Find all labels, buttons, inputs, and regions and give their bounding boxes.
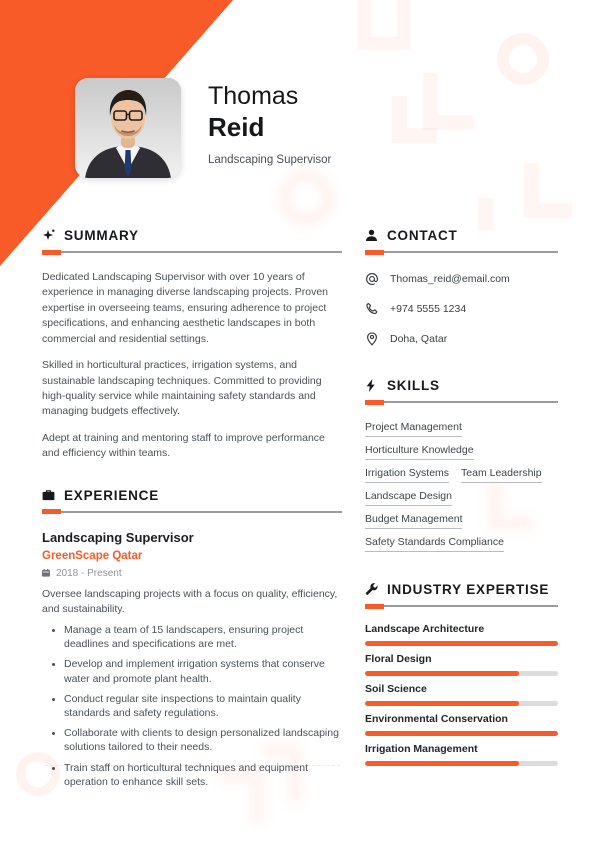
job-company: GreenScape Qatar: [42, 549, 143, 562]
section-divider: [365, 605, 558, 607]
watermark-square-icon: [358, 0, 410, 50]
expertise-bar-track: [365, 731, 558, 736]
expertise-label: Soil Science: [365, 683, 427, 695]
first-name: Thomas: [208, 82, 299, 110]
header-name-block: [208, 83, 331, 166]
skill-item: Budget Management: [365, 513, 462, 529]
job-description: Oversee landscaping projects with a focus on quality, efficiency, and sustainability.: [42, 587, 338, 616]
last-name: Reid: [208, 111, 265, 142]
contact-heading: CONTACT: [387, 228, 458, 243]
expertise-item: [365, 713, 558, 736]
skill-item: Horticulture Knowledge: [365, 444, 474, 460]
contact-rows: [365, 270, 558, 348]
experience-section: [42, 488, 342, 789]
skill-item: Safety Standards Compliance: [365, 536, 504, 552]
expertise-bar-track: [365, 761, 558, 766]
wrench-icon: [365, 583, 378, 596]
expertise-bar-fill: [365, 641, 558, 646]
portrait-illustration: [75, 78, 181, 178]
expertise-item: [365, 743, 558, 766]
briefcase-icon: [42, 489, 55, 502]
lightning-bolt-icon: [365, 379, 378, 392]
skills-header: [365, 378, 558, 393]
section-divider: [365, 251, 558, 253]
job-title: Landscaping Supervisor: [208, 154, 332, 167]
job-bullet: • Collaborate with clients to design personalized landscaping solutions tailored to their needs.: [64, 726, 342, 754]
expertise-bar-track: [365, 701, 558, 706]
expertise-list: [365, 623, 558, 766]
contact-location-row: [365, 330, 558, 348]
expertise-bar-track: [365, 671, 558, 676]
watermark-l-icon: [524, 163, 572, 218]
job-dates-row: [42, 568, 342, 579]
expertise-label: Environmental Conservation: [365, 713, 508, 725]
industry-expertise-section: [365, 582, 558, 766]
summary-paragraph: Dedicated Landscaping Supervisor with over 10 years of experience in managing diverse landscaping projects. Proven expertise in overseeing teams, ensuring adherence to project specifications, and enhancing aesthetic landscapes in both commercial and residential settings.: [42, 271, 329, 345]
location-pin-icon: [365, 332, 379, 346]
watermark-l-icon: [392, 96, 437, 143]
calendar-icon: [42, 569, 50, 577]
contact-email[interactable]: Thomas_reid@email.com: [390, 273, 510, 285]
skill-item: Project Management: [365, 421, 462, 437]
at-sign-icon: [365, 272, 379, 286]
summary-paragraph: Skilled in horticultural practices, irrigation systems, and sustainable landscaping techniques. Committed to providing high-quality service while maintaining safety standards and managing budgets effectively.: [42, 359, 322, 418]
section-divider: [42, 251, 342, 253]
person-icon: [365, 229, 378, 242]
expertise-bar-fill: [365, 701, 519, 706]
job-bullet: • Train staff on horticultural techniques and equipment operation to enhance skill sets.: [64, 761, 342, 789]
expertise-bar-fill: [365, 671, 519, 676]
contact-email-row[interactable]: [365, 270, 558, 288]
expertise-item: [365, 653, 558, 676]
expertise-bar-fill: [365, 731, 558, 736]
skill-item: Team Leadership: [461, 467, 542, 483]
experience-heading: EXPERIENCE: [64, 487, 160, 503]
watermark-bar-icon: [478, 198, 493, 230]
section-divider: [42, 511, 342, 513]
summary-section: [42, 228, 342, 462]
skills-section: [365, 378, 558, 552]
right-column: [365, 228, 558, 773]
phone-icon: [365, 302, 379, 316]
expertise-item: [365, 683, 558, 706]
skills-list: [365, 421, 558, 552]
industry-expertise-header: [365, 582, 558, 597]
expertise-bar-track: [365, 641, 558, 646]
job-bullet: • Conduct regular site inspections to maintain quality standards and safety regulations.: [64, 692, 342, 720]
watermark-ring-icon: [497, 33, 549, 85]
left-column: [42, 228, 342, 795]
job-dates: 2018 - Present: [56, 567, 122, 579]
job-bullet: • Develop and implement irrigation systems that conserve water and promote plant health.: [64, 657, 342, 685]
expertise-label: Landscape Architecture: [365, 623, 485, 635]
skill-item: Irrigation Systems: [365, 467, 449, 483]
job-bullet-list: [42, 623, 342, 789]
experience-job: [42, 530, 342, 789]
job-position: Landscaping Supervisor: [42, 529, 194, 545]
contact-header: [365, 228, 558, 243]
contact-phone[interactable]: +974 5555 1234: [390, 303, 467, 315]
skill-item: Landscape Design: [365, 490, 452, 506]
expertise-item: [365, 623, 558, 646]
contact-section: [365, 228, 558, 348]
watermark-l-icon: [423, 73, 473, 130]
expertise-bar-fill: [365, 761, 519, 766]
expertise-label: Floral Design: [365, 653, 432, 665]
experience-header: [42, 488, 342, 503]
skills-heading: SKILLS: [387, 378, 440, 393]
section-divider: [365, 401, 558, 403]
watermark-ring-icon: [278, 170, 334, 226]
profile-photo: [75, 78, 181, 178]
summary-paragraph: Adept at training and mentoring staff to improve performance and efficiency within teams.: [42, 431, 325, 460]
summary-heading: SUMMARY: [64, 228, 139, 243]
summary-paragraphs: [42, 270, 342, 462]
sparkle-icon: [42, 229, 55, 242]
contact-location: Doha, Qatar: [390, 333, 448, 345]
summary-header: [42, 228, 342, 243]
expertise-label: Irrigation Management: [365, 743, 478, 755]
job-bullet: • Manage a team of 15 landscapers, ensuring project deadlines and specifications are met.: [64, 623, 342, 651]
industry-expertise-heading: INDUSTRY EXPERTISE: [387, 582, 550, 597]
contact-phone-row[interactable]: [365, 300, 558, 318]
